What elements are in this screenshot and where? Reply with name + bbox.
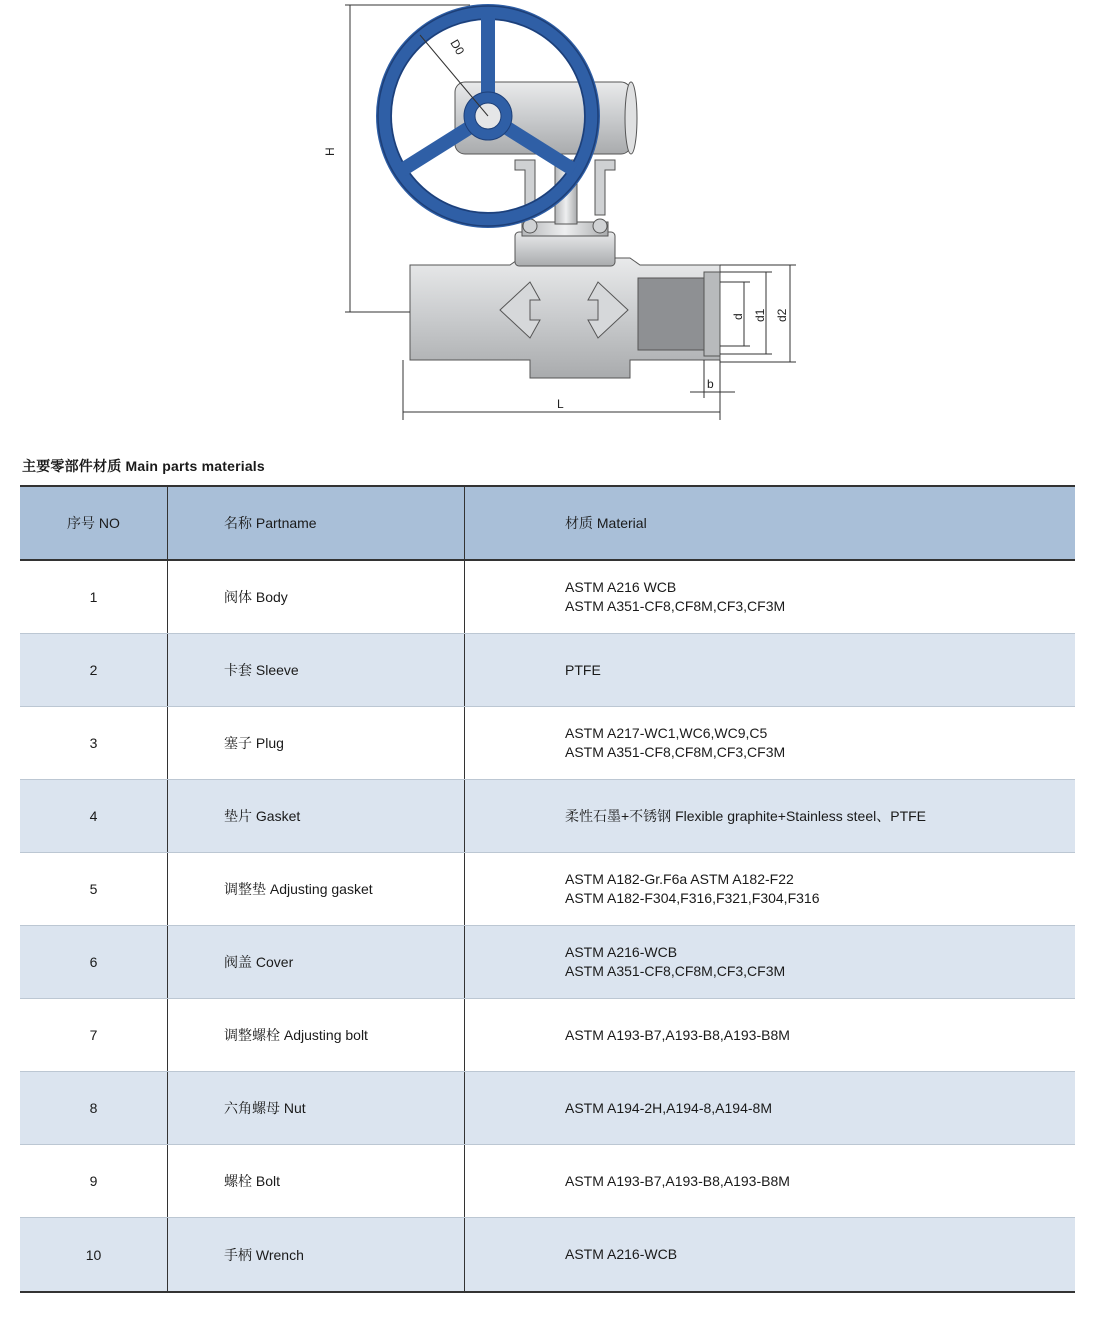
- row-material: [465, 926, 1075, 998]
- row-no: 5: [20, 853, 168, 925]
- material-line: ASTM A351-CF8,CF8M,CF3,CF3M: [565, 598, 786, 614]
- dim-label-d: d: [731, 313, 745, 320]
- row-material: [465, 634, 1075, 706]
- row-no: 4: [20, 780, 168, 852]
- header-material: 材质 Material: [565, 515, 647, 531]
- row-partname: 调整螺栓 Adjusting bolt: [168, 999, 465, 1071]
- table-row: [20, 926, 1075, 999]
- materials-table: [20, 485, 1075, 1293]
- header-partname: 名称 Partname: [168, 487, 465, 559]
- row-partname: 卡套 Sleeve: [168, 634, 465, 706]
- table-row: [20, 634, 1075, 707]
- row-material: [465, 1218, 1075, 1291]
- row-no: 3: [20, 707, 168, 779]
- row-material: [465, 1145, 1075, 1217]
- row-material: [465, 1072, 1075, 1144]
- material-line: ASTM A216 WCB: [565, 579, 677, 595]
- row-no: 1: [20, 561, 168, 633]
- row-no: 10: [20, 1218, 168, 1291]
- material-line: ASTM A351-CF8,CF8M,CF3,CF3M: [565, 963, 786, 979]
- row-no: 2: [20, 634, 168, 706]
- row-material: [465, 780, 1075, 852]
- dim-label-d2: d2: [775, 308, 789, 322]
- material-line: ASTM A351-CF8,CF8M,CF3,CF3M: [565, 744, 786, 760]
- material-line: ASTM A193-B7,A193-B8,A193-B8M: [565, 1026, 790, 1043]
- row-partname: 阀体 Body: [168, 561, 465, 633]
- valve-drawing: [0, 0, 1100, 440]
- row-partname: 塞子 Plug: [168, 707, 465, 779]
- dim-label-d1: d1: [753, 308, 767, 322]
- valve-body: [410, 258, 720, 378]
- dim-label-L: L: [557, 397, 564, 411]
- dim-label-D0: D0: [447, 37, 468, 58]
- table-row: [20, 853, 1075, 926]
- section-title: 主要零部件材质 Main parts materials: [22, 458, 265, 474]
- material-line: ASTM A182-Gr.F6a ASTM A182-F22: [565, 871, 794, 887]
- row-material: [465, 561, 1075, 633]
- material-line: ASTM A216-WCB: [565, 1246, 678, 1262]
- row-partname: 阀盖 Cover: [168, 926, 465, 998]
- material-line: ASTM A194-2H,A194-8,A194-8M: [565, 1099, 772, 1116]
- material-line: 柔性石墨+不锈钢 Flexible graphite+Stainless steel、PTFE: [565, 807, 927, 824]
- row-material: [465, 853, 1075, 925]
- row-partname: 垫片 Gasket: [168, 780, 465, 852]
- header-no: 序号 NO: [20, 487, 168, 559]
- row-no: 8: [20, 1072, 168, 1144]
- row-no: 6: [20, 926, 168, 998]
- material-line: ASTM A216-WCB: [565, 944, 678, 960]
- table-header-row: [20, 487, 1075, 561]
- row-material: [465, 707, 1075, 779]
- row-partname: 手柄 Wrench: [168, 1218, 465, 1291]
- material-line: ASTM A193-B7,A193-B8,A193-B8M: [565, 1172, 790, 1189]
- table-row: [20, 1218, 1075, 1291]
- material-line: PTFE: [565, 661, 601, 678]
- row-partname: 螺栓 Bolt: [168, 1145, 465, 1217]
- material-line: ASTM A217-WC1,WC6,WC9,C5: [565, 725, 768, 741]
- table-row: [20, 1072, 1075, 1145]
- row-no: 9: [20, 1145, 168, 1217]
- table-row: [20, 561, 1075, 634]
- dim-label-H: H: [323, 147, 337, 156]
- table-row: [20, 1145, 1075, 1218]
- row-partname: 六角螺母 Nut: [168, 1072, 465, 1144]
- row-material: [465, 999, 1075, 1071]
- dim-label-b: b: [707, 377, 714, 391]
- material-line: ASTM A182-F304,F316,F321,F304,F316: [565, 890, 820, 906]
- table-row: [20, 707, 1075, 780]
- row-no: 7: [20, 999, 168, 1071]
- row-partname: 调整垫 Adjusting gasket: [168, 853, 465, 925]
- table-row: [20, 780, 1075, 853]
- table-row: [20, 999, 1075, 1072]
